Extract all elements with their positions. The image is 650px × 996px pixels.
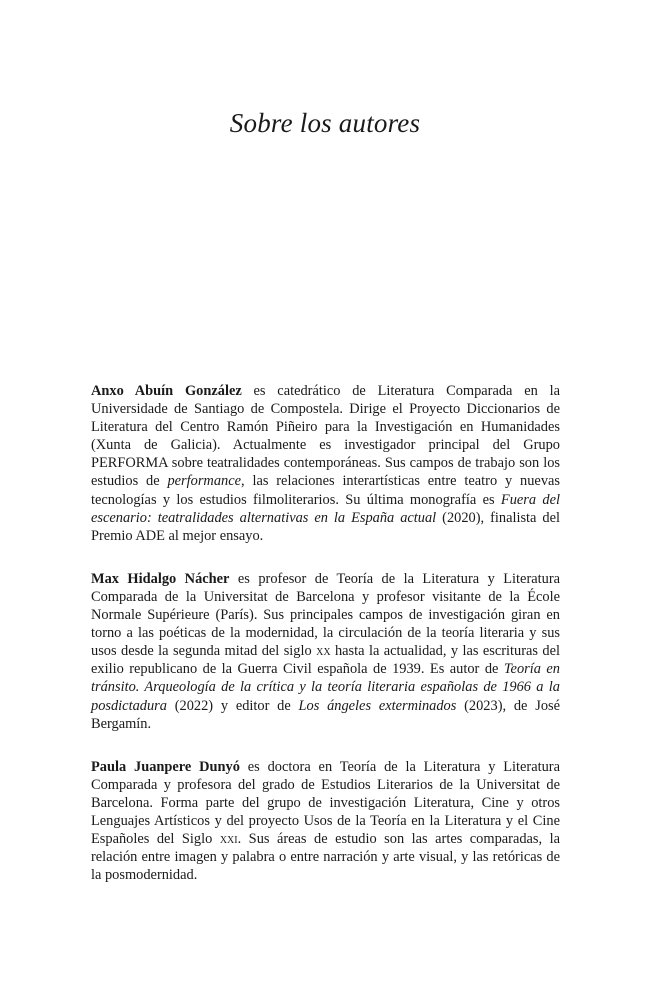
bio-text: (2023), de José Bergamín. xyxy=(91,697,560,732)
author-name: Max Hidalgo Nácher xyxy=(91,570,230,587)
bio-text: es doctora en Teoría de la Literatura y Literatura Comparada y profesora del grado de Estudios Literarios de la Universitat de Barcelona. Forma parte del grupo de investigación Literatura, Cine y otros Lenguajes Artísticos y del proyecto Usos de la Teoría en la Literatura y el Cine Españoles del Siglo xyxy=(91,758,560,848)
bio-text: (2022) y editor de xyxy=(166,697,299,714)
work-title: Teoría en tránsito. Arqueología de la crítica y la teoría literaria españolas de 1966 a la posdictadura xyxy=(91,661,560,714)
author-name: Paula Juanpere Dunyó xyxy=(91,758,240,775)
century-numeral: xx xyxy=(316,643,331,660)
bio-max-hidalgo-nacher xyxy=(91,570,560,733)
work-title: performance xyxy=(167,473,241,490)
bio-text: hasta la actualidad, y las escrituras del exilio republicano de la Guerra Civil española de 1939. Es autor de xyxy=(91,643,560,678)
bio-text: , las relaciones interartísticas entre teatro y nuevas tecnologías y los estudios filmoliterarios. Su última monografía es xyxy=(91,473,561,508)
work-title: Los ángeles exterminados xyxy=(298,697,457,714)
work-title: Fuera del escenario: teatralidades alternativas en la España actual xyxy=(91,491,560,526)
bio-text: . Sus áreas de estudio son las artes comparadas, la relación entre imagen y palabra o entre narración y arte visual, y las retóricas de la posmodernidad. xyxy=(91,831,560,884)
century-numeral: xxi xyxy=(219,831,238,848)
bio-text: (2020), finalista del Premio ADE al mejor ensayo. xyxy=(91,509,560,544)
bio-text: es profesor de Teoría de la Literatura y Literatura Comparada de la Universitat de Barcelona y profesor visitante de la École Normale Supérieure (París). Sus principales campos de investigación giran en torno a las poéticas de la modernidad, la circulación de la teoría literaria y sus usos desde la segunda mitad del siglo xyxy=(91,570,560,660)
bio-anxo-abuin-gonzalez xyxy=(91,382,560,545)
bio-paula-juanpere-dunyo xyxy=(91,758,560,885)
author-bios xyxy=(91,382,560,909)
author-name: Anxo Abuín González xyxy=(91,383,242,399)
bio-text: es catedrático de Literatura Comparada en la Universidade de Santiago de Compostela. Dirige el Proyecto Diccionarios de Literatura del Centro Ramón Piñeiro para la Investigación en Humanidades (Xunta de Galicia). Actualmente es investigador principal del Grupo PERFORMA sobre teatralidades contemporáneas. Sus campos de trabajo son los estudios de xyxy=(91,383,560,490)
page-title: Sobre los autores xyxy=(229,108,421,138)
